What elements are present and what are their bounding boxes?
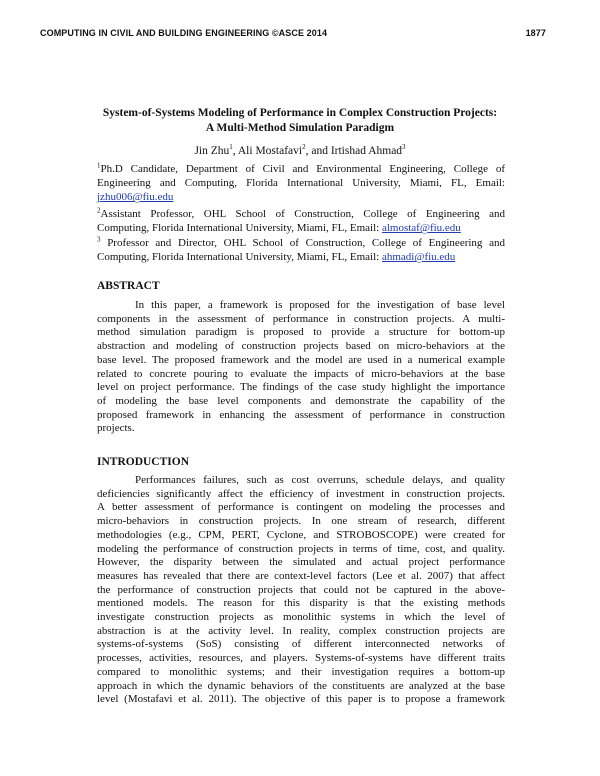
introduction-line: However, the disparity between the simulated and actual project performance bbox=[97, 556, 505, 569]
abstract-line: of modeling the base level components and demonstrate the capability of the bbox=[97, 394, 505, 407]
affiliation-1-sup: 1 bbox=[97, 161, 101, 170]
abstract-line: abstraction and modeling of construction projects based on micro-behaviors at the bbox=[97, 340, 505, 353]
affiliation-3 bbox=[97, 236, 505, 264]
affiliation-2-line-1: Assistant Professor, OHL School of Construction, College of Engineering and bbox=[100, 208, 505, 220]
affiliation-2-email[interactable]: almostaf@fiu.edu bbox=[381, 222, 461, 235]
page-number: 1877 bbox=[525, 28, 546, 38]
introduction-body bbox=[97, 474, 505, 707]
affiliation-2-line-2: Computing, Florida International University, Miami, FL, Email: bbox=[97, 222, 382, 235]
affiliation-3-sup: 3 bbox=[97, 235, 101, 244]
author-1-sup: 1 bbox=[229, 143, 233, 152]
abstract-line: level on project performance. The findings of the case study highlight the importance bbox=[97, 381, 505, 394]
affiliation-1 bbox=[97, 162, 505, 205]
abstract-line: related to concrete pouring to evaluate the impacts of micro-behaviors at the base bbox=[97, 367, 505, 380]
introduction-line: deficiencies significantly affect the efficiency of investment in construction projects. bbox=[97, 487, 505, 500]
affiliation-2-sup: 2 bbox=[97, 206, 101, 215]
paper-title bbox=[40, 106, 560, 136]
journal-header: COMPUTING IN CIVIL AND BUILDING ENGINEERING ©ASCE 2014 bbox=[40, 28, 328, 38]
introduction-line: approach in which the dynamic behaviors of the constituents are analyzed at the base bbox=[97, 679, 505, 692]
introduction-heading: INTRODUCTION bbox=[97, 456, 190, 468]
abstract-line: components in the assessment of performance in construction projects. A multi- bbox=[97, 312, 505, 325]
abstract-line: method simulation paradigm is proposed to provide a structure for bottom-up bbox=[97, 326, 505, 339]
abstract-line: base level. The proposed framework and the model are used in a numerical example bbox=[97, 353, 505, 366]
author-3-sup: 3 bbox=[402, 143, 406, 152]
introduction-line: investigate construction projects as monolithic systems in which the level of bbox=[97, 611, 505, 624]
introduction-line: micro-behaviors in construction projects. In one stream of research, different bbox=[97, 515, 505, 528]
affiliation-1-line-2: Engineering and Computing, Florida International University, Miami, FL, Email: bbox=[97, 177, 505, 190]
introduction-line: abstraction is at the activity level. In reality, complex construction projects are bbox=[97, 624, 505, 637]
title-line-1: System-of-Systems Modeling of Performance in Complex Construction Projects: bbox=[102, 107, 498, 119]
introduction-line: measures has revealed that there are context-level factors (Lee et al. 2007) that affect bbox=[97, 569, 505, 582]
introduction-line: the performance of construction projects that could not be captured in the above- bbox=[97, 583, 505, 596]
introduction-line: modeling the performance of construction projects in terms of time, cost, and quality. bbox=[97, 542, 505, 555]
affiliation-3-email[interactable]: ahmadi@fiu.edu bbox=[381, 251, 456, 264]
affiliation-2 bbox=[97, 207, 505, 235]
introduction-line: level (Mostafavi et al. 2011). The objective of this paper is to propose a framework bbox=[97, 693, 505, 706]
abstract-line: In this paper, a framework is proposed for the investigation of base level bbox=[135, 299, 505, 311]
introduction-line: A better assessment of performance is contingent on modeling the processes and bbox=[97, 501, 505, 514]
introduction-line: Performances failures, such as cost overruns, schedule delays, and quality bbox=[135, 474, 505, 486]
abstract-line: proposed framework in enhancing the assessment of performance in construction bbox=[97, 408, 505, 421]
introduction-line: methodologies (e.g., CPM, PERT, Cyclone, and STROBOSCOPE) were created for bbox=[97, 528, 505, 541]
introduction-line: processes, activities, resources, and players. Systems-of-systems have different traits bbox=[97, 652, 505, 665]
affiliation-1-email[interactable]: jzhu006@fiu.edu bbox=[97, 191, 174, 204]
author-2-sup: 2 bbox=[302, 143, 306, 152]
abstract-heading: ABSTRACT bbox=[97, 280, 160, 292]
introduction-line: systems-of-systems (SoS) consisting of different interconnected networks of bbox=[97, 638, 505, 651]
abstract-line: projects. bbox=[97, 422, 135, 435]
author-3: , and Irtishad Ahmad bbox=[305, 145, 403, 157]
title-line-2: A Multi-Method Simulation Paradigm bbox=[205, 122, 395, 134]
author-list bbox=[40, 144, 560, 159]
affiliation-1-line-1: Ph.D Candidate, Department of Civil and Environmental Engineering, College of bbox=[100, 163, 505, 175]
affiliation-3-line-2: Computing, Florida International University, Miami, FL, Email: bbox=[97, 251, 382, 264]
introduction-line: mentioned models. The reason for this disparity is that the existing methods bbox=[97, 597, 505, 610]
author-1: Jin Zhu bbox=[194, 145, 230, 157]
affiliation-3-line-1: Professor and Director, OHL School of Construction, College of Engineering and bbox=[100, 237, 505, 249]
abstract-body bbox=[97, 299, 505, 436]
introduction-line: compared to monolithic systems; and their investigation requires a bottom-up bbox=[97, 665, 505, 678]
author-2: , Ali Mostafavi bbox=[232, 145, 303, 157]
